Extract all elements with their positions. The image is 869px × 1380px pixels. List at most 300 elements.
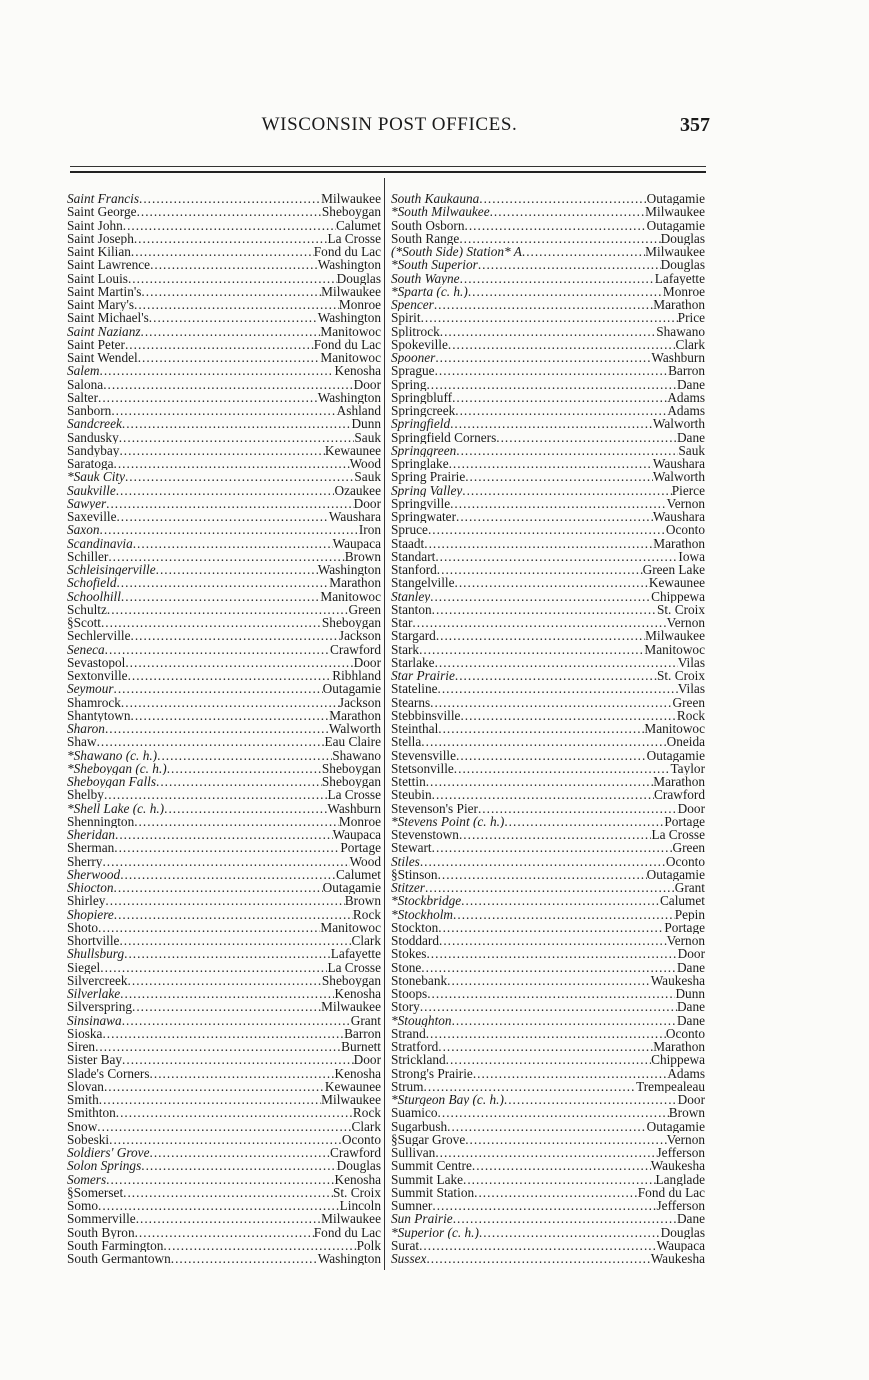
dot-leader [157, 749, 332, 762]
county-name: Jefferson [656, 1199, 705, 1213]
county-name: Marathon [653, 298, 705, 312]
post-office-entry [391, 391, 705, 404]
county-name: Manitowoc [644, 722, 705, 736]
dot-leader [128, 669, 333, 682]
county-name: Marathon [329, 708, 381, 722]
column-divider [384, 178, 385, 1270]
post-office-entry [391, 722, 705, 735]
dot-leader [473, 1067, 668, 1080]
post-office-entry [67, 709, 381, 722]
post-office-entry [67, 1014, 381, 1027]
post-office-name: Shaw [67, 735, 97, 749]
dot-leader [428, 523, 666, 536]
post-office-entry [67, 669, 381, 682]
dot-leader [119, 934, 351, 947]
post-office-name: South Germantown [67, 1252, 171, 1266]
post-office-entry [391, 1053, 705, 1066]
post-office-name: Strickland [391, 1053, 446, 1067]
county-name: Oconto [665, 523, 705, 537]
post-office-name: Saint Michael's [67, 311, 149, 325]
post-office-entry [67, 272, 381, 285]
county-name: Trempealeau [636, 1079, 705, 1093]
dot-leader [455, 576, 649, 589]
dot-leader [116, 510, 328, 523]
post-office-name: Salter [67, 390, 99, 404]
county-name: Waupaca [332, 536, 381, 550]
post-office-entry [67, 762, 381, 775]
post-office-name: Silvercreek [67, 973, 128, 987]
post-office-name: Stokes [391, 947, 427, 961]
post-office-entry [67, 815, 381, 828]
post-office-name: Spruce [391, 523, 428, 537]
post-office-entry [391, 258, 705, 271]
county-name: Dane [676, 377, 705, 391]
post-office-name: Strand [391, 1026, 426, 1040]
post-office-entry [391, 590, 705, 603]
dot-leader [114, 682, 323, 695]
dot-leader [522, 245, 645, 258]
county-name: Fond du Lac [313, 1225, 381, 1239]
post-office-name: Saint George [67, 205, 137, 219]
dot-leader [105, 643, 330, 656]
post-office-entry [391, 311, 705, 324]
post-office-name: Stone [391, 960, 422, 974]
dot-leader [479, 192, 646, 205]
county-name: Polk [356, 1238, 381, 1252]
dot-leader [133, 537, 333, 550]
post-office-name: Saint Martin's [67, 284, 142, 298]
county-name: Langlade [655, 1172, 705, 1186]
post-office-entry [67, 1252, 381, 1265]
county-name: Milwaukee [321, 192, 381, 206]
dot-leader [504, 1093, 678, 1106]
post-office-entry [67, 470, 381, 483]
county-name: Douglas [660, 258, 705, 272]
county-name: Brown [344, 549, 381, 563]
dot-leader [430, 696, 672, 709]
post-office-entry [67, 921, 381, 934]
dot-leader [139, 192, 321, 205]
dot-leader [465, 219, 647, 232]
post-office-name: Star [391, 616, 413, 630]
dot-leader [426, 1027, 666, 1040]
post-office-entry [67, 245, 381, 258]
post-office-name: Schultz [67, 602, 107, 616]
post-office-name: Sheboygan Falls [67, 775, 157, 789]
post-office-name: Stonebank [391, 973, 448, 987]
dot-leader [122, 1014, 351, 1027]
dot-leader [102, 1027, 344, 1040]
county-name: Portage [340, 841, 381, 855]
county-name: Sauk [354, 430, 381, 444]
county-name: Outagamie [646, 192, 705, 206]
right-column [391, 192, 705, 1265]
post-office-entry [67, 484, 381, 497]
header-rule-thin [70, 166, 706, 167]
county-name: La Crosse [327, 788, 381, 802]
dot-leader [456, 444, 678, 457]
county-name: Vernon [666, 496, 705, 510]
dot-leader [104, 1080, 325, 1093]
county-name: Marathon [653, 775, 705, 789]
county-name: Vernon [666, 934, 705, 948]
post-office-entry [67, 855, 381, 868]
post-office-name: Summit Centre [391, 1159, 472, 1173]
county-name: Waupaca [656, 1238, 705, 1252]
county-name: Calumet [659, 894, 705, 908]
post-office-name: Steubin [391, 788, 432, 802]
post-office-entry [391, 431, 705, 444]
post-office-entry [67, 590, 381, 603]
dot-leader [111, 404, 336, 417]
county-name: Iowa [678, 549, 705, 563]
county-name: Crawford [330, 642, 381, 656]
post-office-name: Shantytown [67, 708, 131, 722]
dot-leader [460, 272, 655, 285]
post-office-name: Slovan [67, 1079, 104, 1093]
county-name: Crawford [330, 1146, 381, 1160]
dot-leader [440, 325, 656, 338]
post-office-name: Stark [391, 642, 420, 656]
post-office-entry [67, 868, 381, 881]
post-office-entry [391, 1212, 705, 1225]
post-office-name: Stevenstown [391, 828, 459, 842]
post-office-name: Steinthal [391, 722, 439, 736]
county-name: Burnett [341, 1040, 381, 1054]
dot-leader [456, 749, 647, 762]
post-office-entry [67, 841, 381, 854]
post-office-entry [391, 1014, 705, 1027]
post-office-entry [391, 484, 705, 497]
county-name: Waushara [652, 457, 705, 471]
county-name: Jackson [338, 695, 381, 709]
dot-leader [122, 1053, 354, 1066]
dot-leader [455, 669, 657, 682]
post-office-name: Saint John [67, 218, 123, 232]
dot-leader [106, 1173, 334, 1186]
post-office-name: Stetsonville [391, 761, 454, 775]
post-office-entry [391, 219, 705, 232]
dot-leader [123, 219, 336, 232]
post-office-entry [67, 1027, 381, 1040]
post-office-entry [67, 1000, 381, 1013]
post-office-name: Springbluff [391, 390, 453, 404]
county-name: Dane [676, 1212, 705, 1226]
post-office-entry [391, 417, 705, 430]
county-name: Milwaukee [645, 205, 705, 219]
dot-leader [439, 934, 667, 947]
post-office-entry [391, 1146, 705, 1159]
dot-leader [171, 1252, 318, 1265]
post-office-name: Stebbinsville [391, 708, 461, 722]
county-name: Sauk [354, 470, 381, 484]
post-office-entry [67, 1212, 381, 1225]
post-office-name: Splitrock [391, 324, 440, 338]
post-office-entry [67, 497, 381, 510]
post-office-entry [391, 192, 705, 205]
post-office-entry [67, 417, 381, 430]
post-office-name: Seneca [67, 642, 105, 656]
post-office-entry [391, 1093, 705, 1106]
post-office-entry [67, 1067, 381, 1080]
post-office-entry [67, 696, 381, 709]
dot-leader [504, 815, 664, 828]
dot-leader [425, 881, 675, 894]
post-office-entry [67, 351, 381, 364]
dot-leader [108, 550, 344, 563]
dot-leader [436, 629, 645, 642]
post-office-name: Stevensville [391, 748, 456, 762]
post-office-entry [391, 1173, 705, 1186]
post-office-name: Stockton [391, 920, 439, 934]
county-name: Kenosha [334, 1172, 381, 1186]
post-office-entry [391, 457, 705, 470]
county-name: Fond du Lac [637, 1185, 705, 1199]
post-office-name: Springgreen [391, 443, 457, 457]
county-name: Outagamie [646, 867, 705, 881]
post-office-name: Springfield Corners [391, 430, 497, 444]
dot-leader [454, 762, 671, 775]
post-office-name: Saxeville [67, 510, 117, 524]
county-name: Sheboygan [321, 761, 381, 775]
county-name: Outagamie [646, 218, 705, 232]
post-office-name: Silverlake [67, 987, 121, 1001]
county-name: Oconto [665, 1026, 705, 1040]
post-office-entry [391, 1226, 705, 1239]
post-office-name: Shullsburg [67, 947, 125, 961]
dot-leader [100, 523, 359, 536]
post-office-entry [391, 325, 705, 338]
post-office-entry [391, 1133, 705, 1146]
post-office-name: Schofield [67, 576, 117, 590]
county-name: Adams [667, 404, 705, 418]
dot-leader [138, 351, 321, 364]
post-office-entry [391, 1000, 705, 1013]
county-name: Waukesha [650, 973, 705, 987]
post-office-entry [67, 325, 381, 338]
post-office-name: Springfield [391, 417, 451, 431]
dot-leader [105, 722, 329, 735]
post-office-entry [391, 974, 705, 987]
post-office-name: Spring Prairie [391, 470, 466, 484]
post-office-name: Siren [67, 1040, 96, 1054]
county-name: Monroe [662, 284, 705, 298]
post-office-name: Slade's Corners [67, 1066, 150, 1080]
dot-leader [156, 775, 322, 788]
county-name: Ribhland [332, 669, 381, 683]
post-office-name: Stettin [391, 775, 426, 789]
post-office-entry [391, 629, 705, 642]
county-name: La Crosse [327, 231, 381, 245]
county-name: St. Croix [332, 1185, 381, 1199]
county-name: Door [677, 947, 705, 961]
post-office-entry [67, 298, 381, 311]
post-office-name: Stanton [391, 602, 432, 616]
post-office-name: Sinsinawa [67, 1013, 122, 1027]
county-name: Fond du Lac [313, 337, 381, 351]
dot-leader [107, 603, 349, 616]
post-office-name: *Sauk City [67, 470, 125, 484]
post-office-name: Strong's Prairie [391, 1066, 473, 1080]
dot-leader [150, 1067, 335, 1080]
county-name: Walworth [328, 722, 381, 736]
dot-leader [167, 762, 322, 775]
dot-leader [114, 841, 340, 854]
post-office-entry [391, 497, 705, 510]
post-office-entry [67, 364, 381, 377]
page-header [60, 114, 719, 144]
post-office-entry [67, 682, 381, 695]
post-office-entry [391, 735, 705, 748]
post-office-entry [391, 802, 705, 815]
post-office-name: Saint Francis [67, 192, 140, 206]
post-office-name: Spring [391, 377, 427, 391]
dot-leader [435, 351, 651, 364]
county-name: Washington [317, 311, 381, 325]
county-name: Milwaukee [645, 629, 705, 643]
post-office-entry [391, 470, 705, 483]
post-office-entry [67, 1226, 381, 1239]
post-office-name: *Sturgeon Bay (c. h.) [391, 1093, 504, 1107]
post-office-entry [67, 378, 381, 391]
county-name: Grant [674, 881, 705, 895]
post-office-name: South Kaukauna [391, 192, 480, 206]
post-office-entry [67, 576, 381, 589]
post-office-entry [391, 1199, 705, 1212]
post-office-entry [391, 364, 705, 377]
post-office-name: South Range [391, 231, 460, 245]
dot-leader [426, 947, 677, 960]
post-office-name: Sextonville [67, 669, 128, 683]
dot-leader [456, 510, 653, 523]
dot-leader [434, 298, 653, 311]
county-name: Rock [676, 708, 705, 722]
post-office-entry [67, 894, 381, 907]
post-office-entry [67, 1080, 381, 1093]
dot-leader [128, 974, 322, 987]
left-column [67, 192, 381, 1265]
post-office-entry [391, 656, 705, 669]
county-name: Kenosha [334, 987, 381, 1001]
post-office-name: Shoto [67, 920, 99, 934]
post-office-name: South Farmington [67, 1238, 164, 1252]
dot-leader [427, 987, 675, 1000]
post-office-name: Shennington [67, 814, 135, 828]
post-office-entry [391, 762, 705, 775]
dot-leader [472, 1159, 651, 1172]
dot-leader [131, 709, 330, 722]
post-office-name: Sanborn [67, 404, 112, 418]
county-name: Vilas [677, 655, 705, 669]
county-name: Kenosha [334, 1066, 381, 1080]
dot-leader [452, 391, 667, 404]
post-office-entry [391, 523, 705, 536]
dot-leader [446, 1053, 651, 1066]
page-title: WISCONSIN POST OFFICES. [261, 114, 518, 135]
dot-leader [141, 1159, 336, 1172]
county-name: Clark [351, 1119, 381, 1133]
dot-leader [120, 868, 336, 881]
county-name: Kewaunee [648, 576, 705, 590]
dot-leader [141, 285, 321, 298]
dot-leader [438, 921, 664, 934]
dot-leader [432, 841, 673, 854]
county-name: Lafayette [330, 947, 381, 961]
post-office-name: Shortville [67, 934, 120, 948]
county-name: Calumet [335, 867, 381, 881]
post-office-name: Story [391, 1000, 420, 1014]
county-name: Sauk [678, 443, 705, 457]
dot-leader [432, 1199, 656, 1212]
post-office-name: *South Milwaukee [391, 205, 490, 219]
dot-leader [419, 643, 644, 656]
dot-leader [164, 802, 327, 815]
post-office-name: Stargard [391, 629, 436, 643]
post-office-name: Standart [391, 549, 436, 563]
county-name: Door [677, 801, 705, 815]
post-office-entry [391, 603, 705, 616]
dot-leader [453, 1212, 677, 1225]
county-name: Sheboygan [321, 205, 381, 219]
dot-leader [432, 603, 657, 616]
dot-leader [438, 1106, 669, 1119]
post-office-entry [67, 1173, 381, 1186]
dot-leader [465, 1133, 666, 1146]
post-office-entry [391, 855, 705, 868]
post-office-entry [67, 788, 381, 801]
dot-leader [116, 576, 329, 589]
post-office-entry [391, 696, 705, 709]
county-name: Dane [676, 430, 705, 444]
post-office-entry [391, 775, 705, 788]
dot-leader [462, 484, 671, 497]
dot-leader [104, 788, 328, 801]
county-name: St. Croix [656, 602, 705, 616]
post-office-name: Spring Valley [391, 483, 463, 497]
post-office-name: Springlake [391, 457, 449, 471]
county-name: Barron [668, 364, 705, 378]
post-office-entry [67, 1146, 381, 1159]
post-office-entry [67, 802, 381, 815]
county-name: Brown [344, 894, 381, 908]
county-name: Manitowoc [320, 324, 381, 338]
post-office-entry [391, 1120, 705, 1133]
post-office-name: Sussex [391, 1252, 427, 1266]
county-name: Waukesha [650, 1252, 705, 1266]
dot-leader [103, 378, 353, 391]
county-name: Shawano [656, 324, 705, 338]
post-office-name: Schleisingerville [67, 563, 156, 577]
county-name: Outagamie [646, 1119, 705, 1133]
post-office-name: Sechlerville [67, 629, 131, 643]
post-office-entry [391, 868, 705, 881]
post-office-entry [391, 709, 705, 722]
post-office-entry [67, 735, 381, 748]
dot-leader [463, 1173, 656, 1186]
post-office-name: *Shawano (c. h.) [67, 748, 158, 762]
county-name: Dunn [675, 987, 705, 1001]
county-name: Waupaca [332, 828, 381, 842]
county-name: Green [672, 841, 705, 855]
post-office-entry [67, 1239, 381, 1252]
post-office-name: Surat [391, 1238, 420, 1252]
dot-leader [430, 590, 651, 603]
post-office-name: Saratoga [67, 457, 114, 471]
post-office-name: Sherwood [67, 867, 121, 881]
county-name: Taylor [670, 761, 705, 775]
dot-leader [125, 470, 354, 483]
county-name: Marathon [653, 536, 705, 550]
